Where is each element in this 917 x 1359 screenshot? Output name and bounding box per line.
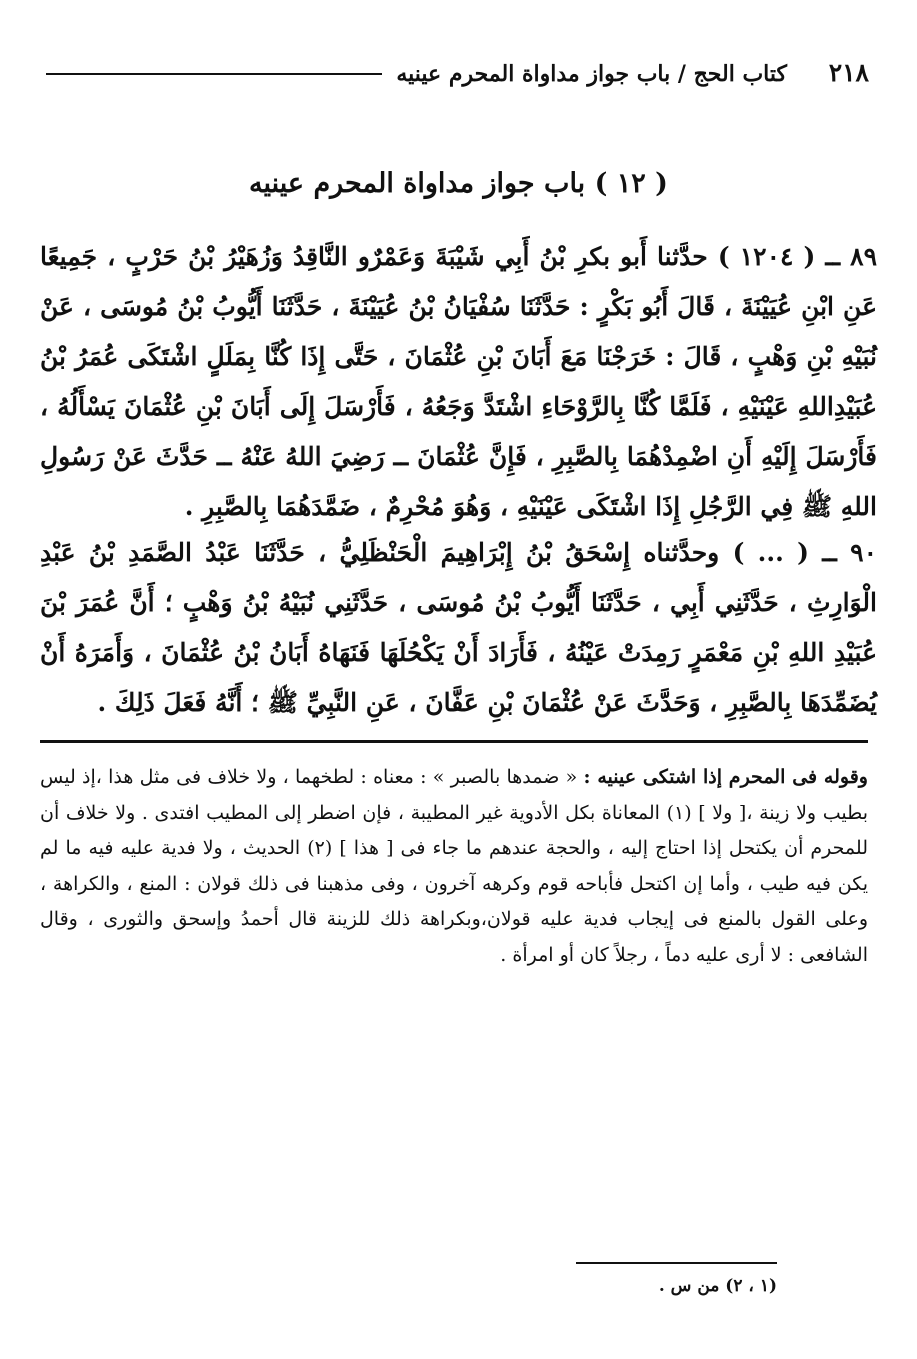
footnote-rule	[576, 1262, 777, 1264]
hadith-90	[40, 528, 877, 728]
hadith-89	[40, 232, 877, 532]
chapter-title: ( ١٢ ) باب جواز مداواة المحرم عينيه	[249, 168, 668, 199]
commentary	[40, 760, 868, 973]
commentary-lead: وقوله فى المحرم إذا اشتكى عينيه :	[583, 766, 868, 788]
commentary-separator	[40, 740, 868, 743]
hadith-number: ٨٩ ــ ( ١٢٠٤ )	[717, 242, 877, 271]
hadith-number: ٩٠ ــ ( ... )	[732, 538, 877, 567]
hadith-text: حدَّثنا أَبو بكرِ بْنُ أَبِي شَيْبَةَ وَعَمْرٌو النَّاقِدُ وَزُهَيْرُ بْنُ حَرْبٍ ، جَمِيعًا عَنِ ابْنِ عُيَيْنَةَ ، قَالَ أَبُو بَكْرٍ : حَدَّثَنَا سُفْيَانُ بْنُ عُيَيْنَةَ ، حَدَّثَنَا أَيُّوبُ بْنُ مُوسَى ، عَنْ نُبَيْهِ بْنِ وَهْبٍ ، قَالَ : خَرَجْنَا مَعَ أَبَانَ بْنِ عُثْمَانَ ، حَتَّى إِذَا كُنَّا بِمَلَلٍ اشْتَكَى عُمَرُ بْنُ عُبَيْدِاللهِ عَيْنَيْهِ ، فَلَمَّا كُنَّا بِالرَّوْحَاءِ اشْتَدَّ وَجَعُهُ ، فَأَرْسَلَ إِلَى أَبَانَ بْنِ عُثْمَانَ يَسْأَلُهُ ، فَأَرْسَلَ إِلَيْهِ أَنِ اضْمِدْهُمَا بِالصَّبِرِ ، فَإِنَّ عُثْمَانَ ــ رَضِيَ اللهُ عَنْهُ ــ حَدَّثَ عَنْ رَسُولِ اللهِ ﷺ فِي الرَّجُلِ إِذَا اشْتَكَى عَيْنَيْهِ ، وَهُوَ مُحْرِمٌ ، ضَمَّدَهُمَا بِالصَّبِرِ .	[40, 242, 877, 521]
running-title: كتاب الحج / باب جواز مداواة المحرم عينيه	[396, 61, 787, 87]
page-number: ٢١٨	[828, 58, 869, 87]
hadith-text: وحدَّثناه إِسْحَقُ بْنُ إِبْرَاهِيمَ الْحَنْظَلِيُّ ، حَدَّثَنَا عَبْدُ الصَّمَدِ بْنُ عَبْدِ الْوَارِثِ ، حَدَّثَنِي أَبِي ، حَدَّثَنَا أَيُّوبُ بْنُ مُوسَى ، حَدَّثَنِي نُبَيْهُ بْنُ وَهْبٍ ؛ أَنَّ عُمَرَ بْنَ عُبَيْدِ اللهِ بْنِ مَعْمَرٍ رَمِدَتْ عَيْنُهُ ، فَأَرَادَ أَنْ يَكْحُلَهَا فَنَهَاهُ أَبَانُ بْنُ عُثْمَانَ ، وَأَمَرَهُ أَنْ يُضَمِّدَهَا بِالصَّبِرِ ، وَحَدَّثَ عَنْ عُثْمَانَ بْنِ عَفَّانَ ، عَنِ النَّبِيِّ ﷺ ؛ أَنَّهُ فَعَلَ ذَلِكَ .	[40, 538, 877, 717]
header-rule	[46, 73, 382, 75]
page-header	[40, 52, 869, 96]
footnote: (١ ، ٢) من س .	[658, 1276, 777, 1296]
commentary-text: « ضمدها بالصبر » : معناه : لطخهما ، ولا خلاف فى مثل هذا ،إذ ليس بطيب ولا زينة ،[ ولا ] (١) المعاناة بكل الأدوية غير المطيبة ، فإن اضطر إلى المطيب افتدى . ولا خلاف أن للمحرم أن يكتحل إذا احتاج إليه ، والحجة عندهم ما جاء فى [ هذا ] (٢) الحديث ، ولا فدية عليه فيه ما لم يكن فيه طيب ، وأما إن اكتحل فأباحه قوم وكرهه آخرون ، وفى مذهبنا فى ذلك قولان : المنع ، والكراهة ، وعلى القول بالمنع فى إيجاب فدية عليه قولان،وبكراهة ذلك للزينة قال أحمدُ وإسحق والثورى ، وقال الشافعى : لا أرى عليه دماً ، رجلاً كان أو امرأة .	[40, 766, 868, 966]
